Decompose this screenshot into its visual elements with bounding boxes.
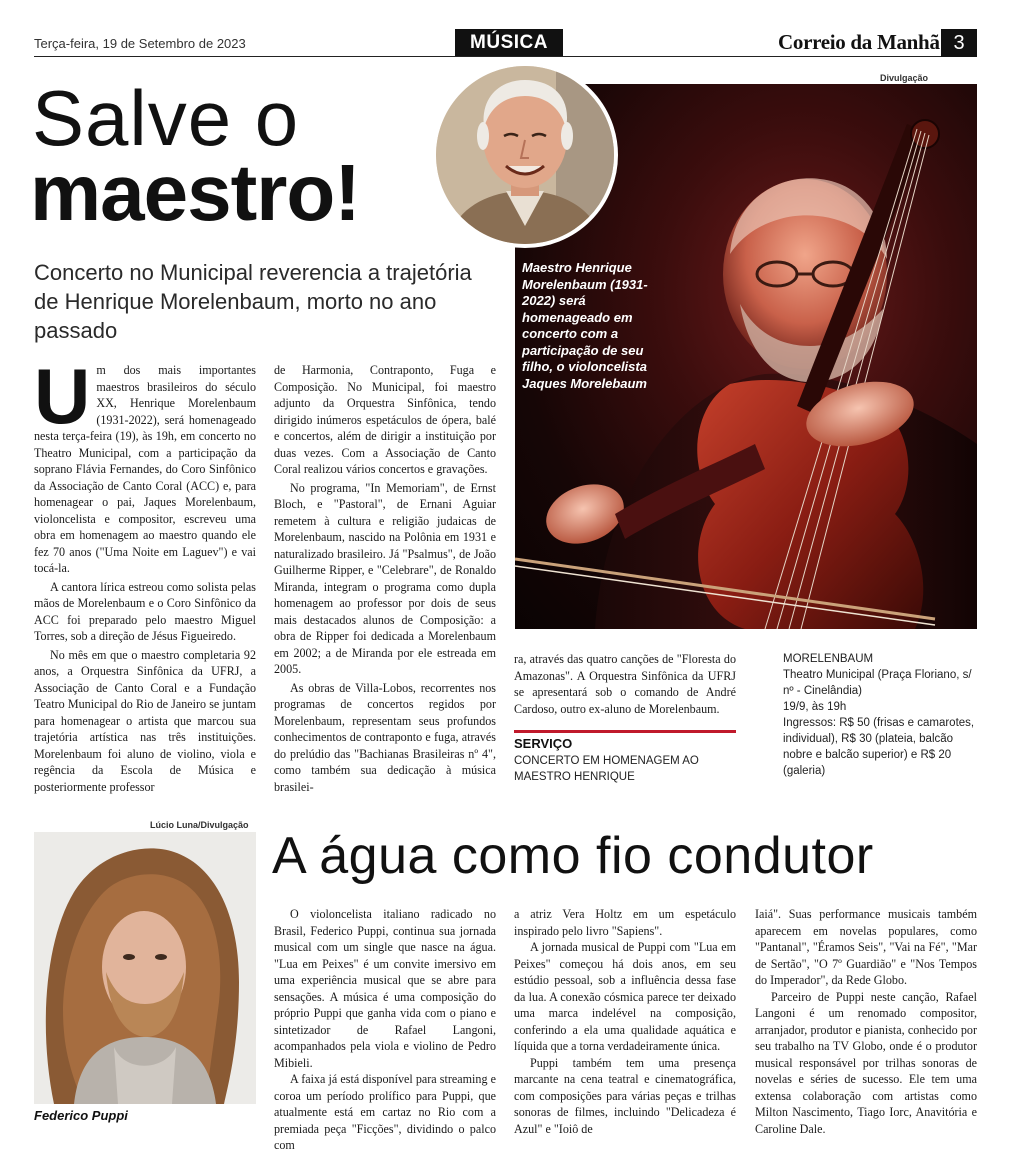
paragraph: Iaiá". Suas performance musicais também aparecem em novelas populares, como "Pantanal", "Éramos Seis", "Vai na Fé", "Mar de Sertão", "O 7º Guardião" e "Nos Tempos do Imperador", da Rede Globo. (755, 907, 977, 987)
issue-date: Terça-feira, 19 de Setembro de 2023 (34, 36, 246, 51)
article2-column-3 (755, 906, 977, 1137)
servico-datetime: 19/9, às 19h (783, 701, 847, 713)
paragraph: A cantora lírica estreou como solista pelas mãos de Morelenbaum e o Coro Sinfônico da ACC foi preparado pelo maestro Miguel Torres, sob a direção de Jésus Figueiredo. (34, 579, 256, 643)
article2-column-2 (514, 906, 736, 1137)
headline-line-1: Salve o (32, 74, 300, 162)
paragraph: A jornada musical de Puppi com "Lua em Peixes" começou há dois anos, em seu estúdio pessoal, sob a influência dessa fase da lua. A conexão cósmica parece ter deixado uma marca indelével na composição, conferindo a ela uma qualidade aquática e líquida que a torna verdadeiramente única. (514, 940, 736, 1053)
paragraph: m dos mais importantes maestros brasileiros do século XX, Henrique Morelenbaum (1931-2022), será homenageado nesta terça-feira (19), às 19h, em concerto no Theatro Municipal, com a participação da soprano Flávia Fernandes, do Coro Sinfônico da Associação de Canto Coral (ACC) e, para homenagear o pai, Jaques Morelenbaum, violoncelista e compositor, escreveu uma obra em homenagem ao maestro quando ele fez 70 anos ("Uma Noite em Laguev") e vai tocá-la. (34, 363, 256, 575)
paragraph: No mês em que o maestro completaria 92 anos, a Orquestra Sinfônica da UFRJ, a Associação de Canto Coral e a Fundação Teatro Municipal do Rio de Janeiro se juntam para homenagear o artista que marcou sua trajetória artística nas três instituições. Morelenbaum foi aluno de violino, viola e regência da Escola de Música e posteriormente professor (34, 647, 256, 794)
servico-rule (514, 730, 736, 733)
paragraph: As obras de Villa-Lobos, recorrentes nos programas de concertos regidos por Morelenbaum, representam seus profundos conhecimentos de contraponto e fuga, através do prelúdio das "Bachianas Brasileiras nº 4", como também sua dedicação à música brasilei- (274, 680, 496, 794)
paragraph: a atriz Vera Holtz em um espetáculo inspirado pelo livro "Sapiens". (514, 907, 736, 938)
servico-tickets: Ingressos: R$ 50 (frisas e camarotes, individual), R$ 30 (plateia, balcão nobre e balcão superior) e R$ 20 (galeria) (783, 717, 975, 777)
article-column-2 (274, 362, 496, 797)
section-label: MÚSICA (455, 29, 563, 57)
paragraph: A faixa já está disponível para streaming e coroa um período prolífico para Puppi, que atualmente está em cartaz no Rio com a premiada peça "Ficções", dividindo o palco com (274, 1072, 496, 1151)
maestro-portrait (432, 62, 618, 248)
article2-column-1 (274, 906, 496, 1151)
drop-cap: U (34, 352, 91, 440)
article-column-1 (34, 352, 256, 797)
servico-event-cont: MORELENBAUM (783, 653, 874, 665)
page-number: 3 (941, 29, 977, 57)
paragraph: ra, através das quatro canções de "Floresta do Amazonas". A Orquestra Sinfônica da UFRJ se apresentará sob o comando de André Cardoso, outro ex-aluno de Morelenbaum. (514, 652, 736, 716)
paragraph: O violoncelista italiano radicado no Brasil, Federico Puppi, continua sua jornada musical com um single que nasce na água. "Lua em Peixes" é um convite imersivo em uma experiência musical que se abre para sensações. A música é uma composição do próprio Puppi que ganha vida com o piano e sintetizador de Rafael Langoni, acompanhados pela viola e violino de Pedro Mibieli. (274, 907, 496, 1070)
newspaper-logo: Correio da Manhã (778, 30, 940, 54)
servico-details (783, 651, 977, 779)
photo-caption-2: Federico Puppi (34, 1108, 128, 1123)
puppi-illustration (34, 832, 256, 1104)
puppi-photo (34, 832, 256, 1104)
paragraph: Puppi também tem uma presença marcante na cena teatral e cinematográfica, com composições para várias peças e trilhas sonoras de filmes, incluindo "Delicadeza é Azul" e "Ioiô de (514, 1055, 736, 1136)
article-column-3 (514, 651, 736, 719)
servico-title: SERVIÇO (514, 736, 573, 751)
servico-venue: Theatro Municipal (Praça Floriano, s/ nº - Cinelândia) (783, 669, 972, 697)
maestro-portrait-illustration (436, 66, 614, 244)
photo-caption: Maestro Henrique Morelenbaum (1931-2022) será homenageado em concerto com a participação de seu filho, o violoncelista Jaques Morelebaum (522, 260, 648, 391)
servico-event: CONCERTO EM HOMENAGEM AO MAESTRO HENRIQUE (514, 755, 699, 783)
headline-article-2: A água como fio condutor (272, 827, 874, 885)
paragraph: No programa, "In Memoriam", de Ernst Bloch, e "Pastoral", de Ernani Aguiar remetem à cultura e religião judaicas de Morelenbaum, nascido na Polônia em 1931 e naturalizado brasileiro. Já "Psalmus", de João Guilherme Ripper, e "Celebrare", de Ronaldo Miranda, integram o programa como dupla homenagem ao professor por dois de seus mais destacados alunos de Composição: a obra de Ripper foi dedicada a Morelenbaum em 2002; a de Miranda por ele estreada em 2005. (274, 480, 496, 676)
header-rule (34, 56, 976, 57)
photo-credit: Divulgação (880, 73, 929, 83)
subheadline: Concerto no Municipal reverencia a trajetória de Henrique Morelenbaum, morto no ano passado (34, 260, 472, 343)
paragraph: Parceiro de Puppi neste canção, Rafael Langoni é um renomado compositor, arranjador, produtor e pianista, conhecido por seu trabalho na TV Globo, onde é o produtor musical responsável por trilhas sonoras de novelas e séries de sucesso. Ele tem uma extensa colaboração com artistas como Milton Nascimento, Tiago Iorc, Anavitória e Caroline Dale. (755, 989, 977, 1136)
photo-credit-2: Lúcio Luna/Divulgação (150, 820, 249, 830)
paragraph: de Harmonia, Contraponto, Fuga e Composição. No Municipal, foi maestro adjunto da Orquestra Sinfônica, tendo dirigido inúmeros espetáculos de ópera, balé e concertos, além de dirigir a instituição por duas vezes. Com a Associação de Canto Coral realizou vários concertos e gravações. (274, 363, 496, 476)
headline-line-2: maestro! (30, 148, 360, 237)
